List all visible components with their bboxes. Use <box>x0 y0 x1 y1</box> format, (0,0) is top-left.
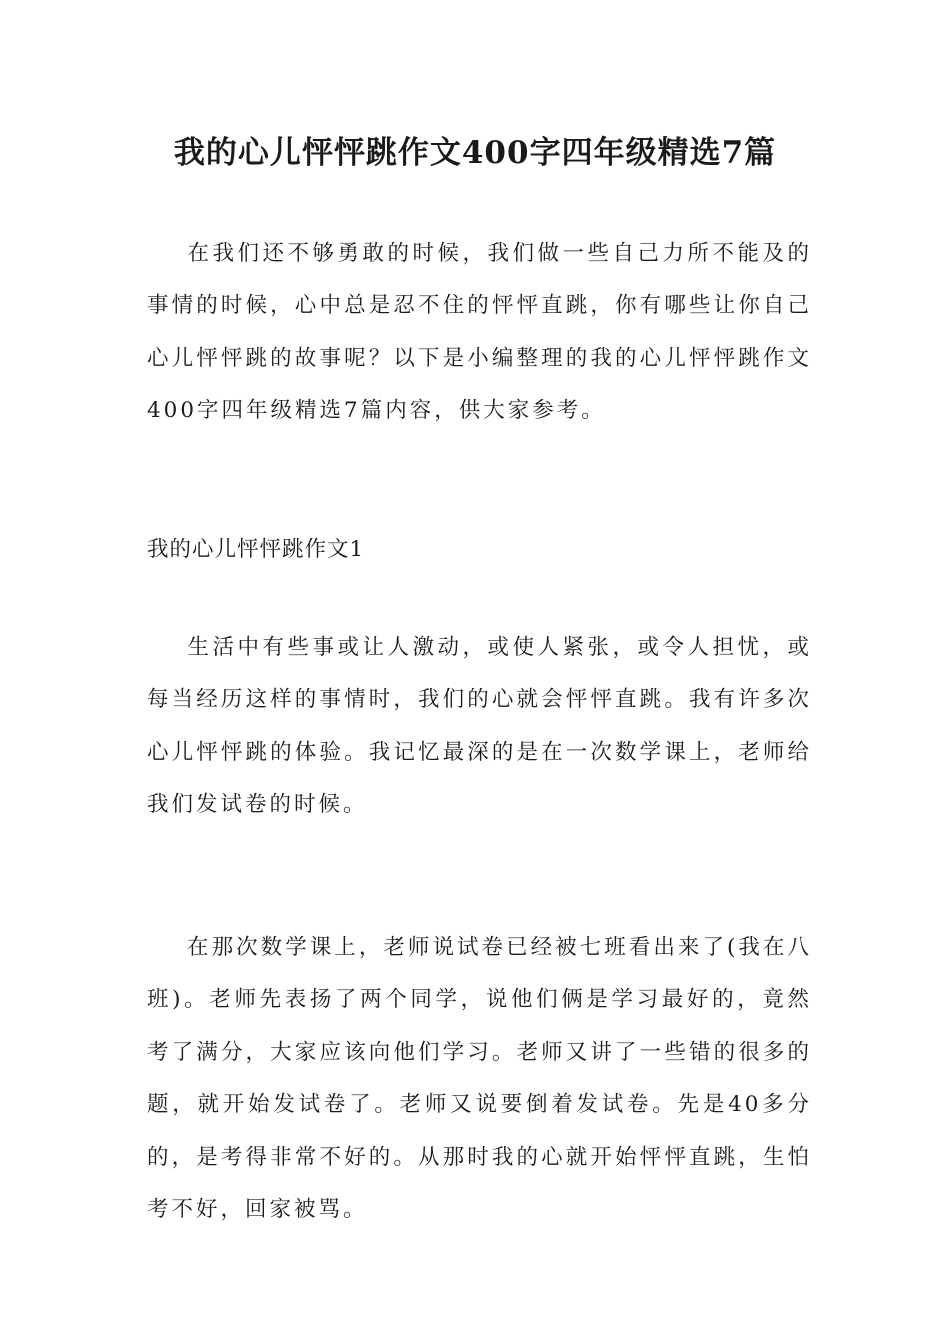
body-paragraph-1 <box>147 622 812 832</box>
body-paragraph-2 <box>147 922 812 1236</box>
intro-paragraph <box>147 228 812 438</box>
document-title: 我的心儿怦怦跳作文400字四年级精选7篇 <box>173 135 777 171</box>
section-heading: 我的心儿怦怦跳作文1 <box>147 537 365 562</box>
body-paragraph-1-text: 生活中有些事或让人激动，或使人紧张，或令人担忧，或每当经历这样的事情时，我们的心就会怦怦直跳。我有许多次心儿怦怦跳的体验。我记忆最深的是在一次数学课上，老师给我们发试卷的时候。 <box>147 635 812 818</box>
body-paragraph-2-text: 在那次数学课上，老师说试卷已经被七班看出来了(我在八班)。老师先表扬了两个同学，说他们俩是学习最好的，竟然考了满分，大家应该向他们学习。老师又讲了一些错的很多的题，就开始发试卷了。老师又说要倒着发试卷。先是40多分的，是考得非常不好的。从那时我的心就开始怦怦直跳，生怕考不好，回家被骂。 <box>147 935 812 1223</box>
intro-text: 在我们还不够勇敢的时候，我们做一些自己力所不能及的事情的时候，心中总是忍不住的怦怦直跳，你有哪些让你自己心儿怦怦跳的故事呢？以下是小编整理的我的心儿怦怦跳作文400字四年级精选7篇内容，供大家参考。 <box>147 241 812 424</box>
